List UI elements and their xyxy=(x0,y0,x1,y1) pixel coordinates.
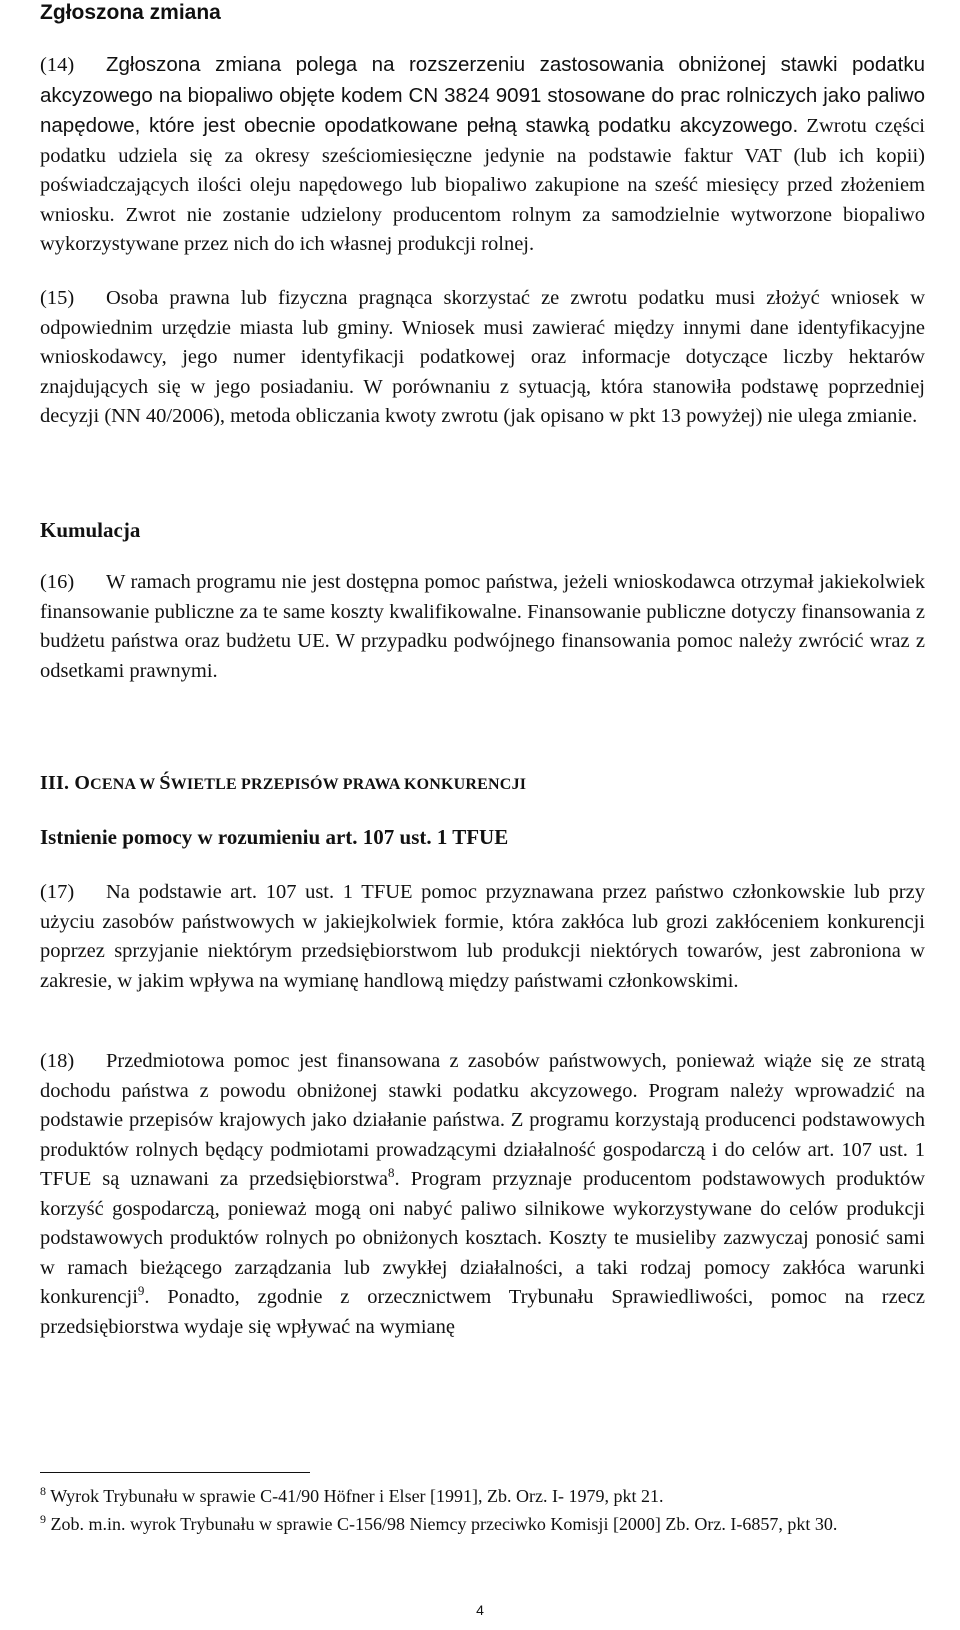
footnote-9 xyxy=(40,1512,925,1536)
heading-zglaszona-zmiana: Zgłoszona zmiana xyxy=(40,1,221,24)
footnote-text: Zob. m.in. wyrok Trybunału w sprawie C-156/98 Niemcy przeciwko Komisji [2000] Zb. Orz. I-6857, pkt 30. xyxy=(50,1514,838,1534)
paragraph-number: (15) xyxy=(40,287,75,309)
paragraph-14-lead: Zgłoszona zmiana polega na rozszerzeniu zastosowania obniżonej stawki podatku akcyzowego na biopaliwo objęte kodem CN 3824 9091 stosowane do prac rolniczych jako paliwo napędowe, które jest obecnie opodatkowane pełną stawką podatku akcyzowego. xyxy=(40,53,925,137)
section-small-2: WIETLE PRZEPISÓW PRAWA KONKURENCJI xyxy=(170,776,527,793)
page-number: 4 xyxy=(476,1602,484,1618)
paragraph-18-text-2: . Program przyznaje producentom podstawowych produktów korzyść gospodarczą, ponieważ mogą oni nabyć paliwo silnikowe wykorzystywane do celów produkcji podstawowych produktów rolnych po obniżonych kosztach. Koszty te musieliby zazwyczaj ponosić sami w ramach bieżącego zarządzania lub zwykłej działalności, a taki rodzaj pomocy zakłóca warunki konkurencji xyxy=(40,1168,925,1308)
footnote-8 xyxy=(40,1484,925,1508)
paragraph-14 xyxy=(40,50,925,260)
footnote-mark: 9 xyxy=(40,1512,46,1526)
footnote-text: Wyrok Trybunału w sprawie C-41/90 Höfner i Elser [1991], Zb. Orz. I- 1979, pkt 21. xyxy=(50,1486,664,1506)
heading-istnienie-pomocy: Istnienie pomocy w rozumieniu art. 107 ust. 1 TFUE xyxy=(40,825,509,849)
section-roman: III. xyxy=(40,772,70,794)
section-iii-heading xyxy=(40,772,526,795)
paragraph-15 xyxy=(40,284,925,432)
footnote-ref-8[interactable]: 8 xyxy=(388,1165,395,1181)
paragraph-number: (17) xyxy=(40,881,75,903)
paragraph-14-text: Zwrotu części podatku udziela się za okresy sześciomiesięczne jedynie na podstawie faktur VAT (lub ich kopii) poświadczających ilości oleju napędowego lub biopaliwo zakupione na sześć miesięcy przed złożeniem wniosku. Zwrot nie zostanie udzielony producentom rolnym za samodzielnie wytworzone biopaliwo wykorzystywane przez nich do ich własnej produkcji rolnej. xyxy=(40,115,926,255)
paragraph-number: (18) xyxy=(40,1050,75,1072)
section-cap-o: O xyxy=(74,772,91,794)
paragraph-17 xyxy=(40,878,925,996)
paragraph-15-text: Osoba prawna lub fizyczna pragnąca skorzystać ze zwrotu podatku musi złożyć wniosek w odpowiednim urzędzie miasta lub gminy. Wniosek musi zawierać między innymi dane identyfikacyjne wnioskodawcy, jego numer identyfikacji podatkowej oraz informacje dotyczące liczby hektarów znajdujących się w jego posiadaniu. W porównaniu z sytuacją, która stanowiła podstawę poprzedniej decyzji (NN 40/2006), metoda obliczania kwoty zwrotu (jak opisano w pkt 13 powyżej) nie ulega zmianie. xyxy=(40,287,925,427)
footnote-mark: 8 xyxy=(40,1484,46,1498)
section-small-1: CENA W xyxy=(90,776,160,793)
paragraph-17-text: Na podstawie art. 107 ust. 1 TFUE pomoc przyznawana przez państwo członkowskie lub przy użyciu zasobów państwowych w jakiejkolwiek formie, która zakłóca lub grozi zakłóceniem konkurencji poprzez sprzyjanie niektórym przedsiębiorstwom lub produkcji niektórych towarów, jest zabroniona w zakresie, w jakim wpływa na wymianę handlową między państwami członkowskimi. xyxy=(40,881,925,992)
paragraph-18 xyxy=(40,1047,925,1342)
paragraph-18-text-3: . Ponadto, zgodnie z orzecznictwem Trybunału Sprawiedliwości, pomoc na rzecz przedsiębiorstwa wydaje się wpływać na wymianę xyxy=(40,1286,925,1338)
heading-kumulacja: Kumulacja xyxy=(40,518,141,542)
footnote-ref-9[interactable]: 9 xyxy=(137,1283,145,1299)
paragraph-18-text-1: Przedmiotowa pomoc jest finansowana z zasobów państwowych, ponieważ wiąże się ze stratą dochodu państwa z powodu obniżonej stawki podatku akcyzowego. Program należy wprowadzić na podstawie przepisów krajowych jako działanie państwa. Z programu korzystają producenci podstawowych produktów rolnych będący podmiotami prowadzącymi działalność gospodarczą i do celów art. 107 ust. 1 TFUE są uznawani za przedsiębiorstwa xyxy=(40,1050,925,1190)
section-cap-s: Ś xyxy=(159,772,171,794)
footnote-separator xyxy=(40,1472,310,1473)
paragraph-16 xyxy=(40,568,925,686)
paragraph-number: (14) xyxy=(40,54,75,76)
paragraph-16-text: W ramach programu nie jest dostępna pomoc państwa, jeżeli wnioskodawca otrzymał jakiekolwiek finansowanie publiczne za te same koszty kwalifikowalne. Finansowanie publiczne dotyczy finansowania z budżetu państwa oraz budżetu UE. W przypadku podwójnego finansowania pomoc należy zwrócić wraz z odsetkami prawnymi. xyxy=(40,571,925,682)
paragraph-number: (16) xyxy=(40,571,75,593)
